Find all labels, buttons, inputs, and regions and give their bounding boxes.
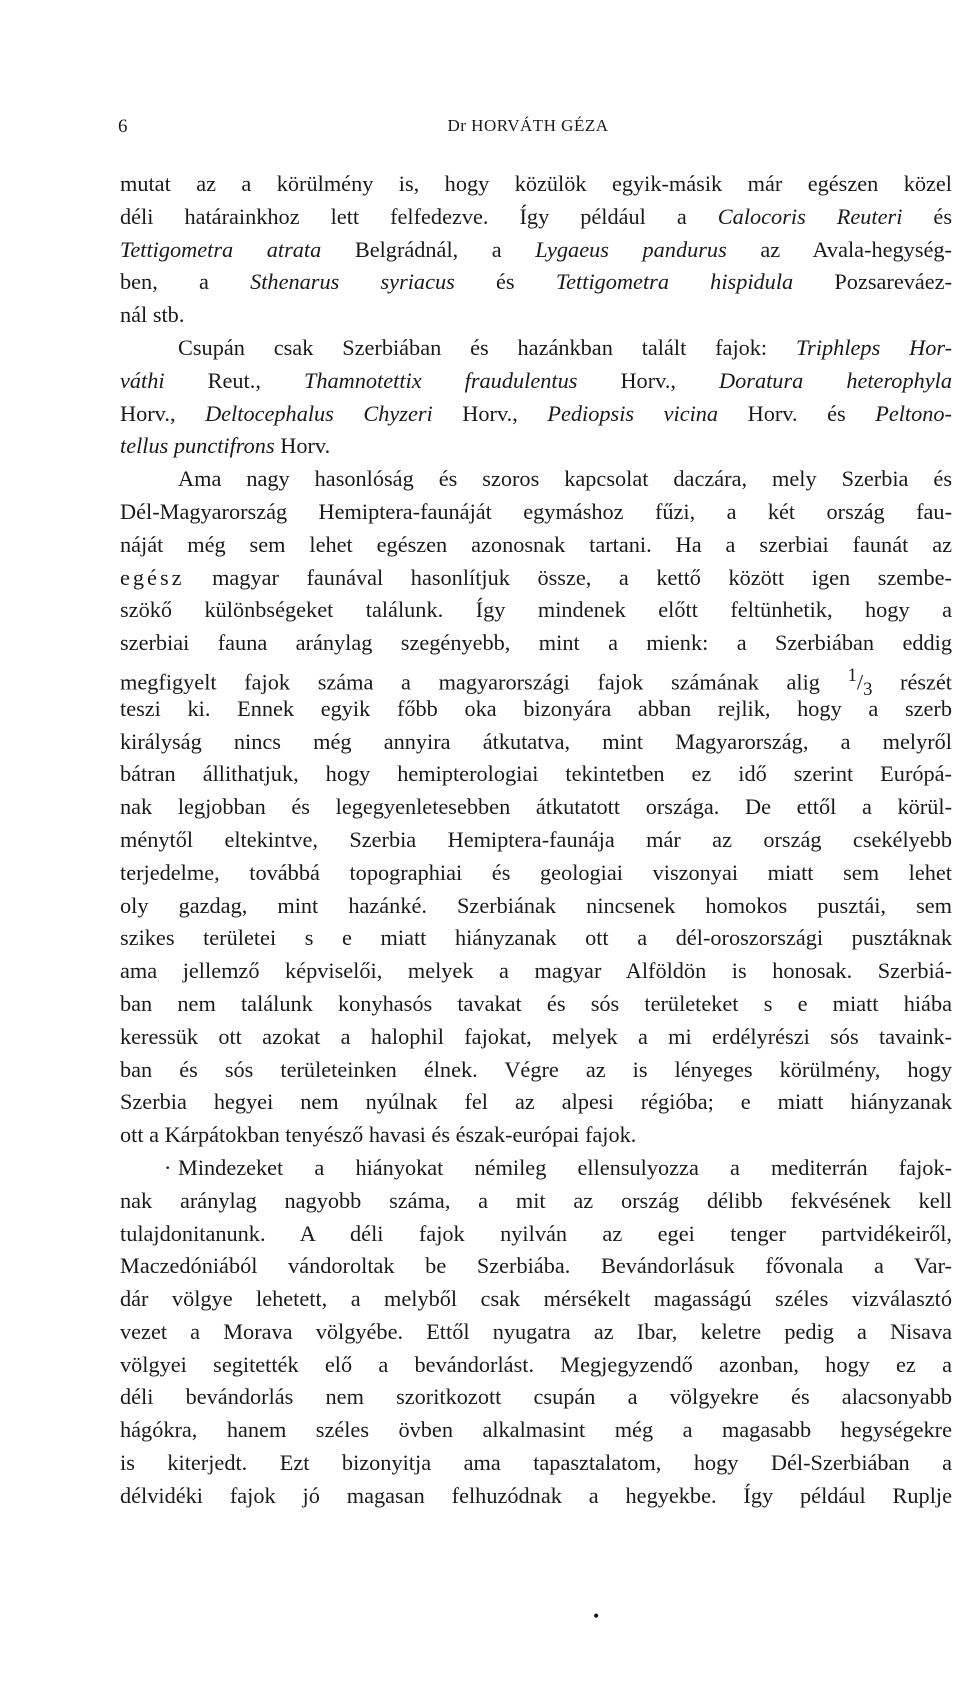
text-line: mutat az a körülmény is, hogy közülök egyik-másik már egészen közel [120, 171, 952, 196]
text-line: ama jellemző képviselői, melyek a magyar Alföldön is honosak. Szerbiá- [120, 958, 952, 984]
text-line: nál stb. [120, 302, 185, 328]
species-name: tellus punctifrons [120, 433, 275, 459]
text-line: bátran állithatjuk, hogy hemipterologiai tekintetben ez idő szerint Európá- [120, 761, 952, 787]
text-line: · Mindezeket a hiányokat némileg ellensulyozza a mediterrán fajok- [164, 1154, 952, 1180]
species-name: Tettigometra hispidula [555, 269, 794, 295]
running-head [118, 116, 938, 146]
text-line: déli határainkhoz lett felfedezve. Így például a Calocoris Reuteri és [120, 203, 952, 229]
text-line: tulajdonitanunk. A déli fajok nyilván az egei tenger partvidékeiről, [120, 1220, 952, 1246]
species-name: Thamnotettix fraudulentus [303, 367, 578, 393]
text-line: tellus punctifrons Horv. [120, 433, 331, 459]
text-line: teszi ki. Ennek egyik főbb oka bizonyára abban rejlik, hogy a szerb [120, 695, 952, 721]
fraction-slash: / [856, 669, 864, 695]
species-name: Pediopsis vicina [547, 400, 719, 426]
text-line: délvidéki fajok jó magasan felhuzódnak a hegyekbe. Így például Ruplje [120, 1482, 952, 1508]
text-line: nak legjobban és legegyenletesebben átkutatott országa. De ettől a körül- [120, 794, 952, 820]
text-line: szerbiai fauna aránylag szegényebb, mint a mienk: a Szerbiában eddig [120, 630, 952, 656]
text-line: náját még sem lehet egészen azonosnak tartani. Ha a szerbiai faunát az [120, 531, 952, 557]
text-line: Ama nagy hasonlóság és szoros kapcsolat daczára, mely Szerbia és [178, 466, 952, 492]
fraction-numerator: 1 [847, 664, 857, 686]
text-line: váthi Reut., Thamnotettix fraudulentus Horv., Doratura heterophyla [120, 367, 952, 393]
text-line: királyság nincs még annyira átkutatva, mint Magyarország, a melyről [120, 728, 952, 754]
text-line: Dél-Magyarország Hemiptera-faunáját egymáshoz fűzi, a két ország fau- [120, 498, 952, 524]
species-name: Lygaeus pandurus [535, 236, 727, 262]
text-line: keressük ott azokat a halophil fajokat, melyek a mi erdélyrészi sós tavaink- [120, 1023, 952, 1049]
text-line: ott a Kárpátokban tenyésző havasi és észak-európai fajok. [120, 1122, 637, 1148]
text-line: megfigyelt fajok száma a magyarországi fajok számának alig $^1/_3$ részét [120, 664, 953, 700]
species-name: Calocoris Reuteri [717, 203, 903, 229]
text-line: is kiterjedt. Ezt bizonyitja ama tapasztalatom, hogy Dél-Szerbiában a [120, 1450, 952, 1476]
footer-mark: • [593, 1606, 600, 1626]
species-name: Sthenarus syriacus [250, 269, 455, 295]
text-line: vezet a Morava völgyébe. Ettől nyugatra az Ibar, keletre pedig a Nisava [120, 1318, 952, 1344]
emphasis-word: egész [120, 564, 185, 590]
text-line: szikes területei s e miatt hiányzanak ott a dél-oroszországi pusztáknak [120, 925, 952, 951]
body-text [120, 168, 952, 1513]
text-line: völgyei segitették elő a bevándorlást. Megjegyzendő azonban, hogy ez a [120, 1351, 952, 1377]
text-line: hágókra, hanem széles övben alkalmasint még a magasabb hegységekre [120, 1417, 952, 1443]
text-line: oly gazdag, mint hazánké. Szerbiának nincsenek homokos pusztái, sem [120, 892, 952, 918]
text-line: Csupán csak Szerbiában és hazánkban talált fajok: Triphleps Hor- [178, 334, 952, 360]
species-name: váthi [120, 367, 165, 393]
text-line: dár völgye lehetett, a melyből csak mérsékelt magasságú széles vizválasztó [120, 1286, 952, 1312]
species-name: Triphleps Hor- [795, 334, 952, 360]
text-line: Maczedóniából vándoroltak be Szerbiába. Bevándorlásuk fővonala a Var- [120, 1253, 952, 1279]
text-line: szökő különbségeket találunk. Így mindenek előtt feltünhetik, hogy a [120, 597, 952, 623]
text-line: egész magyar faunával hasonlítjuk össze, a kettő között igen szembe- [120, 564, 952, 590]
text-line: ban nem találunk konyhasós tavakat és sós területeket s e miatt hiába [120, 990, 952, 1016]
text-line: ben, a Sthenarus syriacus és Tettigometra hispidula Pozsareváez- [120, 269, 953, 295]
text-line: terjedelme, továbbá topographiai és geologiai viszonyai miatt sem lehet [120, 859, 952, 885]
running-head-title: Dr HORVÁTH GÉZA [447, 116, 609, 135]
fraction-denominator: 3 [863, 678, 873, 700]
species-name: Deltocephalus Chyzeri [205, 400, 433, 426]
text-line: Tettigometra atrata Belgrádnál, a Lygaeus pandurus az Avala-hegység- [120, 236, 952, 262]
text-line: Horv., Deltocephalus Chyzeri Horv., Pediopsis vicina Horv. és Peltono- [120, 400, 952, 426]
species-name: Tettigometra atrata [120, 236, 322, 262]
text-line: nak aránylag nagyobb száma, a mit az ország délibb fekvésének kell [120, 1187, 952, 1213]
species-name: Doratura heterophyla [719, 367, 952, 393]
text-line: ban és sós területeinken élnek. Végre az is lényeges körülmény, hogy [120, 1056, 952, 1082]
page-number: 6 [118, 116, 128, 137]
text-line: déli bevándorlás nem szoritkozott csupán a völgyekre és alacsonyabb [120, 1384, 952, 1410]
text-line: Szerbia hegyei nem nyúlnak fel az alpesi régióba; e miatt hiányzanak [120, 1089, 952, 1115]
species-name: Peltono- [875, 400, 952, 426]
text-line: ménytől eltekintve, Szerbia Hemiptera-faunája már az ország csekélyebb [120, 826, 952, 852]
